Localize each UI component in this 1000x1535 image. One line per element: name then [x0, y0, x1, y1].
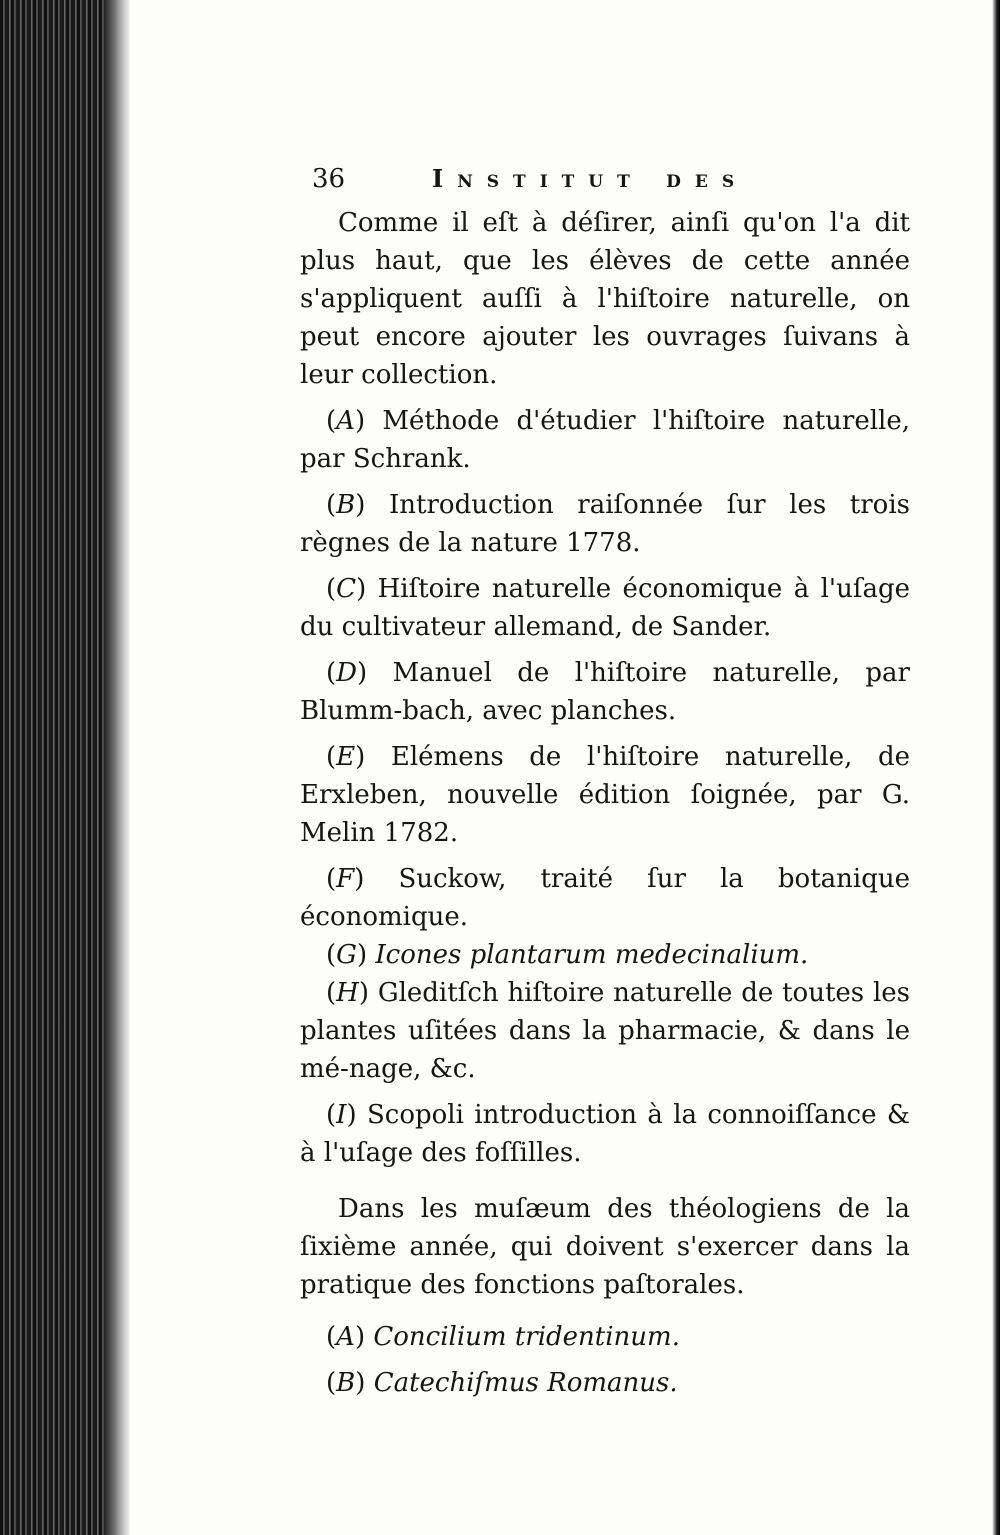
- entry-marker: (: [326, 574, 337, 604]
- entry-letter: H: [336, 978, 359, 1008]
- list-item: [300, 654, 910, 730]
- entry-letter: E: [336, 742, 356, 772]
- entry-text: Icones plantarum medecinalium.: [375, 940, 809, 970]
- intro-paragraph: Comme il eſt à déſirer, ainſi qu'on l'a dit plus haut, que les élèves de cette année s'appliquent auſſi à l'hiſtoire naturelle, on peut encore ajouter les ouvrages ſuivans à leur collection.: [300, 208, 910, 390]
- right-page-edge: [992, 0, 1000, 1535]
- entry-text: Manuel de l'hiſtoire naturelle, par Blumm-bach, avec planches.: [300, 658, 910, 726]
- list-item: [300, 1318, 910, 1356]
- entry-marker-close: ): [354, 1322, 374, 1352]
- entry-marker: (: [326, 1322, 337, 1352]
- entry-letter: A: [336, 1322, 355, 1352]
- entry-text: Elémens de l'hiſtoire naturelle, de Erxleben, nouvelle édition ſoignée, par G. Melin 1782.: [300, 742, 910, 848]
- entry-letter: F: [336, 864, 355, 894]
- entry-letter: G: [336, 940, 357, 970]
- entry-marker-close: ): [356, 574, 378, 604]
- entry-letter: D: [336, 658, 358, 688]
- second-paragraph: Dans les muſæum des théologiens de la ſixième année, qui doivent s'exercer dans la pratique des fonctions paſtorales.: [300, 1194, 910, 1300]
- entry-marker-close: ): [354, 864, 399, 894]
- entry-marker-close: ): [355, 1368, 374, 1398]
- list-item: [300, 936, 910, 974]
- entry-letter: B: [336, 1368, 356, 1398]
- entry-marker-close: ): [355, 742, 391, 772]
- entry-marker: (: [326, 978, 337, 1008]
- entry-marker: (: [326, 1368, 337, 1398]
- book-list: [300, 402, 910, 1172]
- entry-marker-close: ): [357, 658, 393, 688]
- entry-marker: (: [326, 742, 337, 772]
- list-item: [300, 570, 910, 646]
- entry-text: Suckow, traité ſur la botanique économique.: [300, 864, 910, 932]
- entry-marker-close: ): [356, 940, 376, 970]
- entry-marker-close: ): [358, 978, 378, 1008]
- book-binding-gutter: [0, 0, 118, 1535]
- entry-marker: (: [326, 940, 337, 970]
- entry-text: Introduction raiſonnée ſur les trois règnes de la nature 1778.: [300, 490, 910, 558]
- entry-marker: (: [326, 658, 337, 688]
- entry-marker-close: ): [346, 1100, 367, 1130]
- entry-text: Catechiſmus Romanus.: [373, 1368, 678, 1398]
- list-item: [300, 738, 910, 852]
- entry-marker: (: [326, 1100, 337, 1130]
- entry-marker: (: [326, 406, 337, 436]
- page-edge-shadow: [104, 0, 130, 1535]
- running-title: Institut des: [432, 164, 749, 193]
- list-item: [300, 1364, 910, 1402]
- entry-marker: (: [326, 490, 337, 520]
- entry-text: Gleditſch hiſtoire naturelle de toutes les plantes uſitées dans la pharmacie, & dans le mé-nage, &c.: [300, 978, 910, 1084]
- entry-text: Scopoli introduction à la connoiſſance & à l'uſage des foſſilles.: [300, 1100, 910, 1168]
- entry-text: Concilium tridentinum.: [373, 1322, 680, 1352]
- list-item: [300, 402, 910, 478]
- entry-text: Méthode d'étudier l'hiſtoire naturelle, par Schrank.: [300, 406, 910, 474]
- entry-letter: A: [336, 406, 355, 436]
- page-number: 36: [312, 164, 346, 194]
- page-text-block: [300, 160, 910, 1410]
- page-header: [312, 160, 910, 204]
- list-item: [300, 486, 910, 562]
- list-item: [300, 1096, 910, 1172]
- entry-text: Hiſtoire naturelle économique à l'uſage du cultivateur allemand, de Sander.: [300, 574, 910, 642]
- list-item: [300, 860, 910, 936]
- entry-marker-close: ): [355, 490, 390, 520]
- entry-letter: B: [336, 490, 356, 520]
- entry-marker-close: ): [354, 406, 383, 436]
- entry-letter: I: [336, 1100, 347, 1130]
- entry-marker: (: [326, 864, 337, 894]
- second-book-list: [300, 1318, 910, 1402]
- list-item: [300, 974, 910, 1088]
- entry-letter: C: [336, 574, 357, 604]
